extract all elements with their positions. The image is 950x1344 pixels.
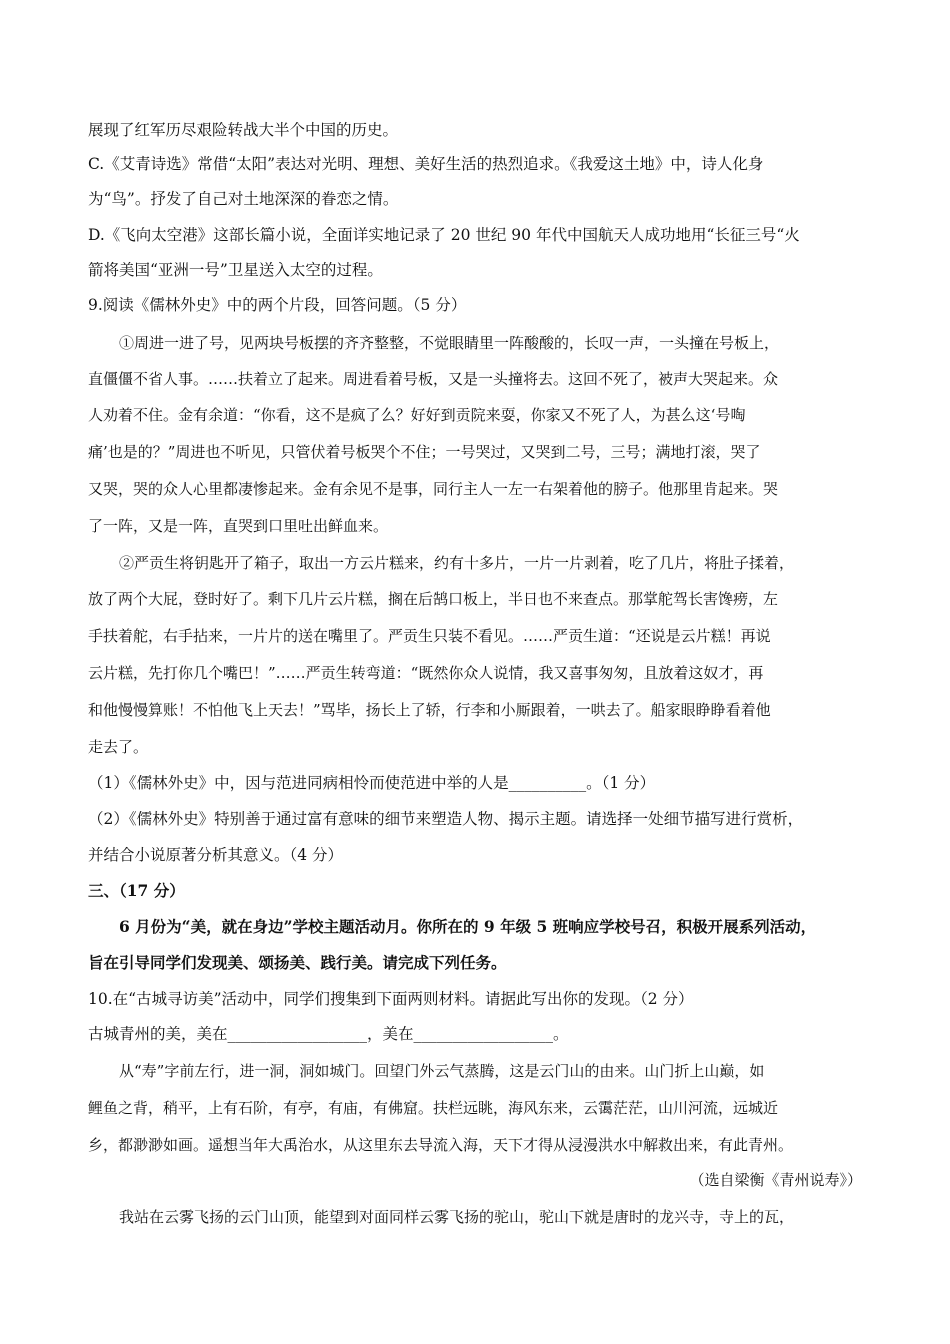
excerpt-line: 走去了。 — [88, 738, 149, 756]
material-1: 从“寿”字前左行，进一洞，洞如城门。回望门外云气蒸腾，这是云门山的由来。山门折上山巅，如 — [119, 1062, 765, 1080]
material-2: 我站在云雾飞扬的云门山顶，能望到对面同样云雾飞扬的驼山，驼山下就是唐时的龙兴寺，寺上的瓦， — [119, 1208, 795, 1226]
excerpt-line: 又哭，哭的众人心里都凄惨起来。金有余见不是事，同行主人一左一右架着他的膀子。他那里肯起来。哭 — [88, 480, 779, 498]
question-9-title: 9.阅读《儒林外史》中的两个片段，回答问题。（5 分） — [88, 296, 467, 314]
material-line: 乡，都渺渺如画。遥想当年大禹治水，从这里东去导流入海，天下才得从浸漫洪水中解救出来，有此青州。 — [88, 1136, 794, 1154]
question-10-blank-line: 古城青州的美，美在__________________，美在__________________。 — [88, 1025, 569, 1043]
excerpt-line: 手扶着舵，右手拈来，一片片的送在嘴里了。严贡生只装不看见。……严贡生道：“还说是云片糕！再说 — [88, 627, 771, 645]
excerpt-line: 放了两个大屁，登时好了。剩下几片云片糕，搁在后鹄口板上，半日也不来查点。那掌舵驾长害馋痨，左 — [88, 590, 779, 608]
source-citation: （选自梁衡《青州说寿》） — [689, 1171, 862, 1189]
excerpt-line: 云片糕，先打你几个嘴巴！”……严贡生转弯道：“既然你众人说情，我又喜事匆匆，且放着这奴才，再 — [88, 664, 764, 682]
section-intro: 6 月份为“美，就在身边”学校主题活动月。你所在的 9 年级 5 班响应学校号召，积极开展系列活动， — [119, 917, 817, 936]
text-line: 箭将美国“亚洲一号”卫星送入太空的过程。 — [88, 261, 383, 279]
sub-question-1: （1）《儒林外史》中，因与范进同病相怜而使范进中举的人是__________。（1 分） — [88, 774, 656, 792]
option-c: C.《艾青诗选》常借“太阳”表达对光明、理想、美好生活的热烈追求。《我爱这土地》中，诗人化身 — [88, 155, 764, 173]
option-d: D.《飞向太空港》这部长篇小说，全面详实地记录了 20 世纪 90 年代中国航天人成功地用“长征三号“火 — [88, 226, 800, 244]
section-3-heading: 三、（17 分） — [88, 881, 185, 900]
text-line: 为“鸟”。抒发了自己对土地深深的眷恋之情。 — [88, 190, 399, 208]
excerpt-line: 人劝着不住。金有余道：“你看，这不是疯了么？好好到贡院来耍，你家又不死了人，为甚么这‘号啕 — [88, 406, 746, 424]
excerpt-line: 直僵僵不省人事。……扶着立了起来。周进看着号板，又是一头撞将去。这回不死了，被声大哭起来。众 — [88, 370, 779, 388]
excerpt-1: ①周进一进了号，见两块号板摆的齐齐整整，不觉眼睛里一阵酸酸的，长叹一声，一头撞在号板上， — [119, 334, 780, 352]
excerpt-line: 和他慢慢算账！不怕他飞上天去！”骂毕，扬长上了轿，行李和小厮跟着，一哄去了。船家眼睁睁看着他 — [88, 701, 771, 719]
text-line: 展现了红军历尽艰险转战大半个中国的历史。 — [88, 121, 399, 139]
sub-question-2: （2）《儒林外史》特别善于通过富有意味的细节来塑造人物、揭示主题。请选择一处细节描写进行赏析， — [88, 810, 804, 828]
excerpt-line: 痛’也是的？”周进也不听见，只管伏着号板哭个不住；一号哭过，又哭到二号，三号；满地打滚，哭了 — [88, 443, 761, 461]
excerpt-line: 了一阵，又是一阵，直哭到口里吐出鲜血来。 — [88, 517, 389, 535]
material-line: 鲤鱼之背，稍平，上有石阶，有亭，有庙，有佛窟。扶栏远眺，海风东来，云霭茫茫，山川河流，远城近 — [88, 1099, 779, 1117]
excerpt-2: ②严贡生将钥匙开了箱子，取出一方云片糕来，约有十多片，一片一片剥着，吃了几片，将肚子揉着， — [119, 554, 795, 572]
text-line: 并结合小说原著分析其意义。（4 分） — [88, 846, 344, 864]
question-10-title: 10.在“古城寻访美”活动中，同学们搜集到下面两则材料。请据此写出你的发现。（2 分） — [88, 990, 694, 1008]
section-intro-line: 旨在引导同学们发现美、颂扬美、践行美。请完成下列任务。 — [88, 953, 507, 972]
